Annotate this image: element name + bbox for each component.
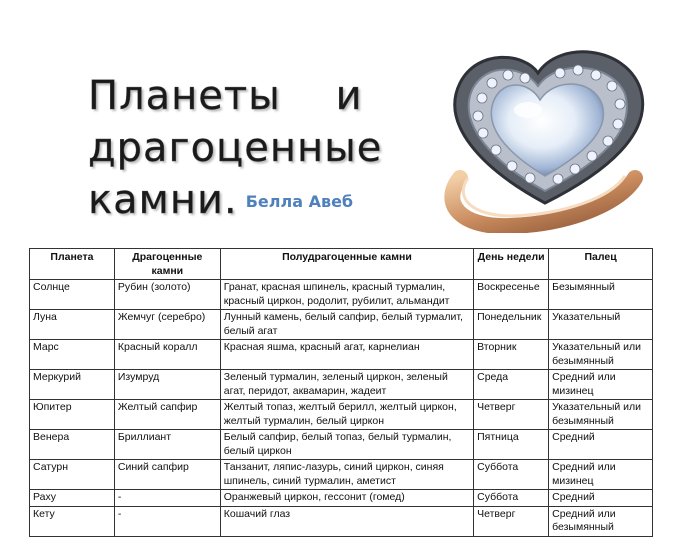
cell-weekday: Суббота	[474, 490, 549, 507]
cell-planet: Луна	[30, 310, 115, 340]
header-weekday: День недели	[474, 249, 549, 280]
cell-weekday: Понедельник	[474, 310, 549, 340]
moonstone-heart-ring-icon	[420, 28, 670, 233]
cell-finger: Указательный или безымянный	[549, 340, 653, 370]
cell-planet: Юпитер	[30, 400, 115, 430]
cell-planet: Раху	[30, 490, 115, 507]
cell-semiprecious: Лунный камень, белый сапфир, белый турмалит, белый агат	[220, 310, 473, 340]
cell-precious: -	[114, 506, 220, 536]
cell-finger: Указательный или безымянный	[549, 400, 653, 430]
title-line-1: Планеты и	[88, 73, 363, 119]
cell-weekday: Вторник	[474, 340, 549, 370]
cell-planet: Солнце	[30, 280, 115, 310]
cell-semiprecious: Танзанит, ляпис-лазурь, синий циркон, синяя шпинель, синий турмалин, аметист	[220, 460, 473, 490]
title-line-3	[88, 174, 382, 228]
header-finger: Палец	[549, 249, 653, 280]
cell-semiprecious: Красная яшма, красный агат, карнелиан	[220, 340, 473, 370]
cell-planet: Марс	[30, 340, 115, 370]
cell-weekday: Четверг	[474, 506, 549, 536]
cell-finger: Безымянный	[549, 280, 653, 310]
cell-precious: Изумруд	[114, 370, 220, 400]
cell-semiprecious: Оранжевый циркон, гессонит (гомед)	[220, 490, 473, 507]
table-header-row	[30, 249, 653, 280]
cell-planet: Сатурн	[30, 460, 115, 490]
table-row	[30, 280, 653, 310]
cell-weekday: Пятница	[474, 430, 549, 460]
cell-weekday: Воскресенье	[474, 280, 549, 310]
cell-precious: Желтый сапфир	[114, 400, 220, 430]
header-planet: Планета	[30, 249, 115, 280]
table-row	[30, 370, 653, 400]
cell-semiprecious: Желтый топаз, желтый берилл, желтый циркон, желтый турмалин, белый циркон	[220, 400, 473, 430]
cell-precious: Красный коралл	[114, 340, 220, 370]
cell-precious: -	[114, 490, 220, 507]
title-line-2: драгоценные	[88, 125, 383, 171]
cell-planet: Венера	[30, 430, 115, 460]
cell-semiprecious: Кошачий глаз	[220, 506, 473, 536]
cell-weekday: Среда	[474, 370, 549, 400]
cell-precious: Бриллиант	[114, 430, 220, 460]
cell-finger: Средний	[549, 430, 653, 460]
cell-precious: Рубин (золото)	[114, 280, 220, 310]
cell-finger: Средний или мизинец	[549, 460, 653, 490]
table-row	[30, 340, 653, 370]
table-row	[30, 490, 653, 507]
cell-planet: Кету	[30, 506, 115, 536]
header-semiprecious-stones: Полудрагоценные камни	[220, 249, 473, 280]
cell-finger: Указательный	[549, 310, 653, 340]
table-row	[30, 460, 653, 490]
planets-gems-table	[29, 248, 653, 537]
cell-finger: Средний или безымянный	[549, 506, 653, 536]
cell-semiprecious: Гранат, красная шпинель, красный турмалин, красный циркон, родолит, рубилит, альмандит	[220, 280, 473, 310]
cell-finger: Средний	[549, 490, 653, 507]
page-title	[88, 70, 382, 228]
author-name: Белла Авеб	[245, 192, 354, 211]
header-precious-stones: Драгоценные камни	[114, 249, 220, 280]
table-row	[30, 430, 653, 460]
table-row	[30, 310, 653, 340]
cell-planet: Меркурий	[30, 370, 115, 400]
cell-semiprecious: Зеленый турмалин, зеленый циркон, зеленый агат, перидот, аквамарин, жадеит	[220, 370, 473, 400]
cell-finger: Средний или мизинец	[549, 370, 653, 400]
cell-semiprecious: Белый сапфир, белый топаз, белый турмалин, белый циркон	[220, 430, 473, 460]
cell-precious: Синий сапфир	[114, 460, 220, 490]
table-row	[30, 506, 653, 536]
cell-weekday: Суббота	[474, 460, 549, 490]
cell-precious: Жемчуг (серебро)	[114, 310, 220, 340]
table-row	[30, 400, 653, 430]
title-line-3-text: камни.	[88, 177, 238, 223]
cell-weekday: Четверг	[474, 400, 549, 430]
